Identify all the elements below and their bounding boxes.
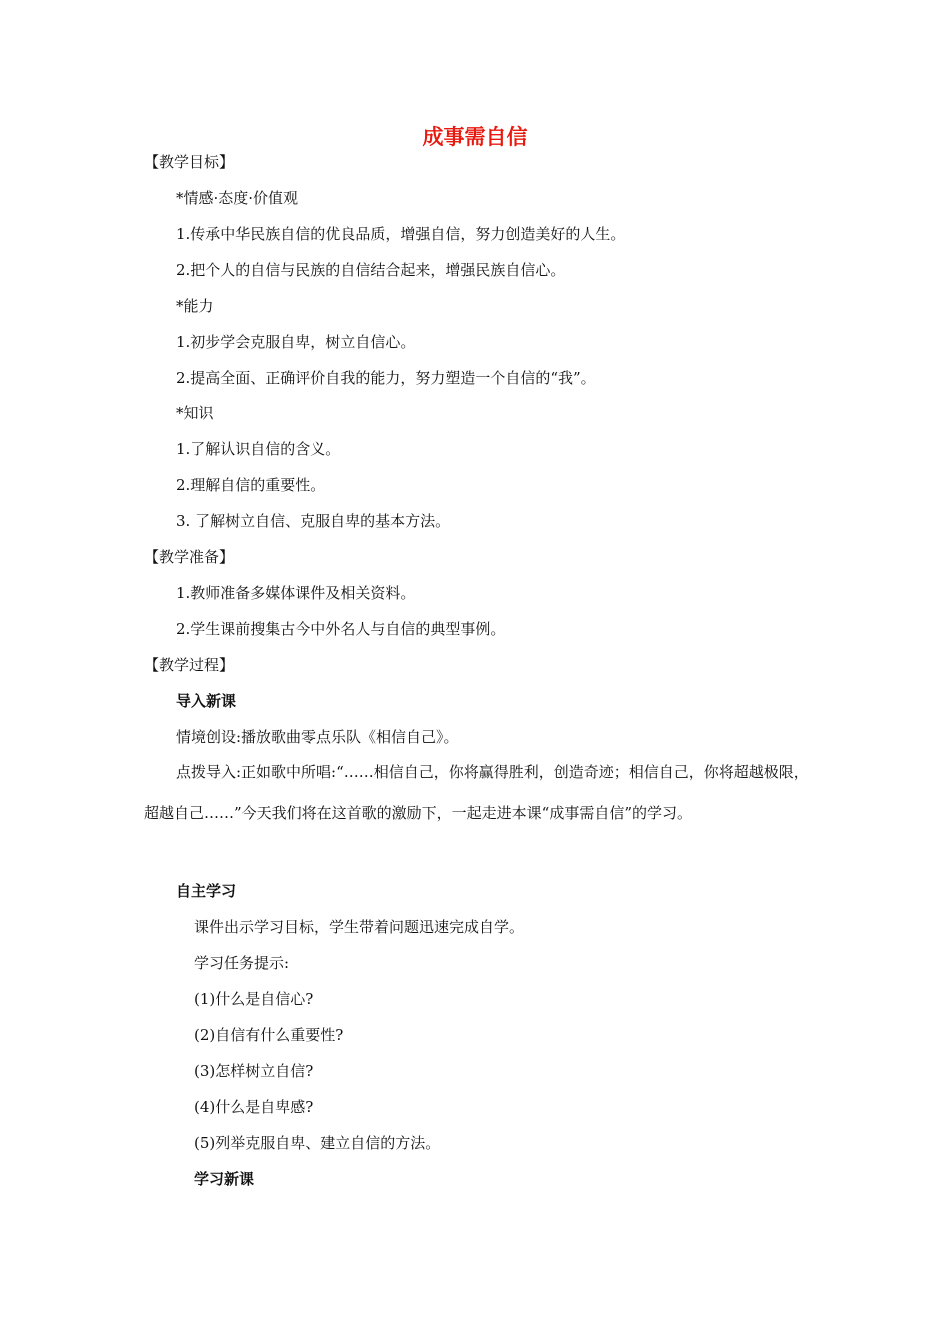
task-item-4: (4)什么是自卑感? <box>194 1098 314 1116</box>
knowledge-item-2: 2.理解自信的重要性。 <box>176 476 326 494</box>
emotion-heading: *情感·态度·价值观 <box>176 189 299 207</box>
knowledge-heading: *知识 <box>176 404 214 422</box>
task-item-3: (3)怎样树立自信? <box>194 1062 314 1080</box>
intro-scene: 情境创设:播放歌曲零点乐队《相信自己》。 <box>176 728 459 746</box>
emotion-item-1: 1.传承中华民族自信的优良品质，增强自信，努力创造美好的人生。 <box>176 225 626 243</box>
task-item-1: (1)什么是自信心? <box>194 990 314 1008</box>
task-hint: 学习任务提示: <box>194 954 290 972</box>
task-item-5: (5)列举克服自卑、建立自信的方法。 <box>194 1134 441 1152</box>
preparation-heading: 【教学准备】 <box>144 548 235 566</box>
ability-item-2: 2.提高全面、正确评价自我的能力，努力塑造一个自信的“我”。 <box>176 369 596 387</box>
process-heading: 【教学过程】 <box>144 656 235 674</box>
document-title: 成事需自信 <box>422 125 528 149</box>
preparation-item-1: 1.教师准备多媒体课件及相关资料。 <box>176 584 416 602</box>
task-item-2: (2)自信有什么重要性? <box>194 1026 344 1044</box>
knowledge-item-3: 3. 了解树立自信、克服自卑的基本方法。 <box>176 512 451 530</box>
self-study-intro: 课件出示学习目标，学生带着问题迅速完成自学。 <box>194 918 525 936</box>
ability-item-1: 1.初步学会克服自卑，树立自信心。 <box>176 333 416 351</box>
knowledge-item-1: 1.了解认识自信的含义。 <box>176 440 341 458</box>
preparation-item-2: 2.学生课前搜集古今中外名人与自信的典型事例。 <box>176 620 506 638</box>
ability-heading: *能力 <box>176 297 214 315</box>
new-lesson-heading: 学习新课 <box>194 1170 255 1188</box>
objectives-heading: 【教学目标】 <box>144 153 235 171</box>
self-study-heading: 自主学习 <box>176 882 237 900</box>
intro-heading: 导入新课 <box>176 692 237 710</box>
emotion-item-2: 2.把个人的自信与民族的自信结合起来，增强民族自信心。 <box>176 261 566 279</box>
intro-guide-paragraph: 点拨导入:正如歌中所唱:“……相信自己，你将赢得胜利，创造奇迹；相信自己，你将超越极限，超越自己……”今天我们将在这首歌的激励下，一起走进本课“成事需自信”的学习。 <box>144 763 809 822</box>
